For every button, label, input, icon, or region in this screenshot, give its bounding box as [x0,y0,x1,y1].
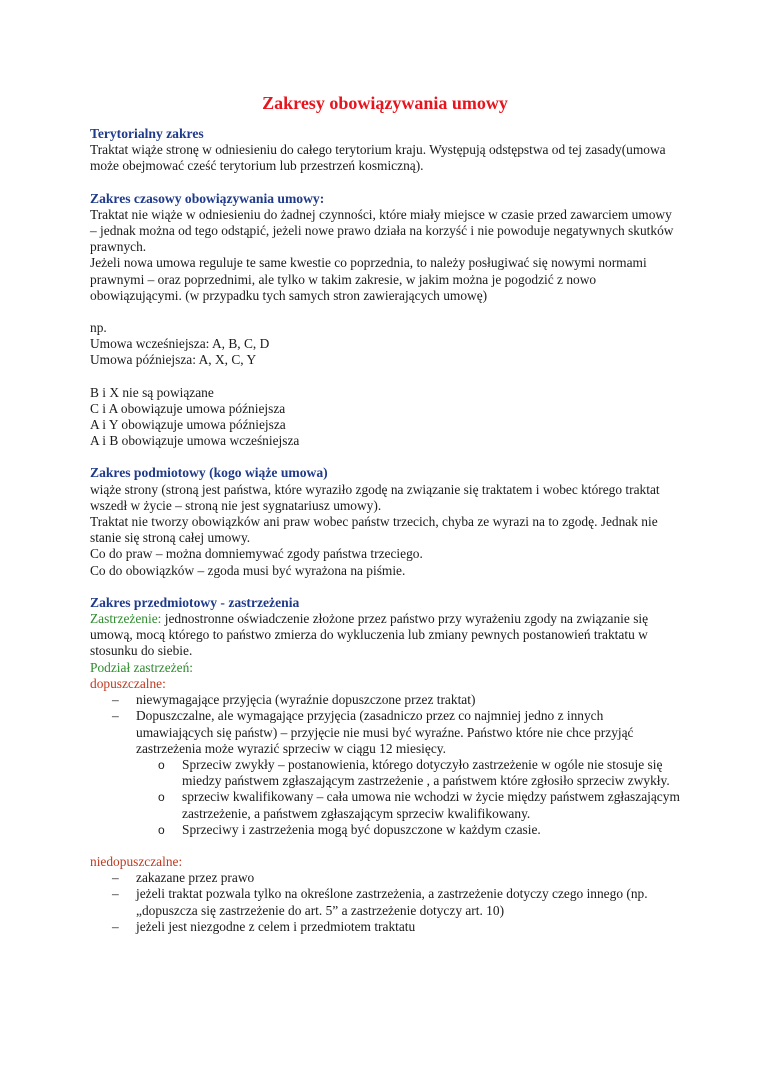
subjective-line: Co do obowiązków – zgoda musi być wyrażona na piśmie. [90,562,406,578]
territorial-section [90,126,680,175]
definition-text: jednostronne oświadczenie złożone przez państwo przy wyrażeniu zgody na związanie się umową, mocą którego to państwo zmierza do wykluczenia lub zmiany pewnych postanowień traktatu w stosunku do siebie. [90,611,649,659]
relation-line: B i X nie są powiązane [90,384,214,400]
temporal-section [90,191,680,450]
admissible-list [90,692,680,757]
list-item: o Sprzeciw zwykły – postanowienia, którego dotyczyło zastrzeżenie w ogóle nie stosuje się miedzy państwem zgłaszającym zastrzeżenie , a państwem które zgłosiło sprzeciw zwykły. [90,757,680,789]
temporal-paragraph: Traktat nie wiąże w odniesieniu do żadnej czynności, które miały miejsce w czasie przed zawarciem umowy – jednak można od tego odstąpić, jeżeli nowe prawo działa na korzyść i nie powoduje negatywnych skutków prawnych. [90,206,674,255]
list-item: – jeżeli traktat pozwala tylko na określone zastrzeżenia, a zastrzeżenie dotyczy czego innego (np. „dopuszcza się zastrzeżenie do art. 5” a zastrzeżenie dotyczy art. 10) [90,886,680,918]
objective-heading: Zakres przedmiotowy - zastrzeżenia [90,594,300,610]
list-item: o Sprzeciwy i zastrzeżenia mogą być dopuszczone w każdym czasie. [90,822,680,838]
list-item: – niewymagające przyjęcia (wyraźnie dopuszczone przez traktat) [90,692,680,708]
example-line: Umowa wcześniejsza: A, B, C, D [90,336,270,352]
inadmissible-label: niedopuszczalne: [90,853,183,869]
list-item: – Dopuszczalne, ale wymagające przyjęcia (zasadniczo przez co najmniej jedno z innych umawiających się państw) – przyjęcie nie musi być wyraźne. Państwo które nie chce przyjąć zastrzeżenia może wyrazić sprzeciw w ciągu 12 miesięcy. [90,708,680,757]
temporal-heading: Zakres czasowy obowiązywania umowy: [90,190,325,206]
example-line: Umowa późniejsza: A, X, C, Y [90,352,257,368]
list-item: – jeżeli jest niezgodne z celem i przedmiotem traktatu [90,919,680,935]
list-item: o sprzeciw kwalifikowany – cała umowa nie wchodzi w życie między państwem zgłaszającym zastrzeżenie, a państwem zgłaszającym sprzeciw kwalifikowany. [90,789,680,821]
relation-line: C i A obowiązuje umowa późniejsza [90,400,286,416]
inadmissible-list [90,870,680,935]
reservation-definition [90,611,680,660]
subjective-line: wiąże strony (stroną jest państwa, które wyraziło zgodę na związanie się traktatem i wobec którego traktat wszedł w życie – stroną nie jest sygnatariusz umowy). [90,481,660,513]
division-label: Podział zastrzeżeń: [90,659,193,675]
temporal-paragraph: Jeżeli nowa umowa reguluje te same kwestie co poprzednia, to należy posługiwać się nowymi normami prawnymi – oraz poprzednimi, ale tylko w takim zakresie, w jakim można je pogodzić z nowo obowiązującymi. (w przypadku tych samych stron zawierających umowę) [90,255,647,303]
page-title: Zakresy obowiązywania umowy [262,93,508,113]
objections-list [90,757,680,838]
list-item: – zakazane przez prawo [90,870,680,886]
territorial-text: Traktat wiąże stronę w odniesieniu do całego terytorium kraju. Występują odstępstwa od tej zasady(umowa może obejmować cześć terytorium lub przestrzeń kosmiczną). [90,142,666,174]
relation-line: A i B obowiązuje umowa wcześniejsza [90,433,300,449]
definition-label: Zastrzeżenie: [90,611,162,627]
subjective-section [90,465,680,578]
admissible-label: dopuszczalne: [90,675,166,691]
subjective-line: Co do praw – można domniemywać zgody państwa trzeciego. [90,546,423,562]
objective-section [90,595,680,935]
example-label: np. [90,320,107,336]
document-page [90,92,680,935]
subjective-line: Traktat nie tworzy obowiązków ani praw wobec państw trzecich, chyba ze wyrazi na to zgodę. Jednak nie stanie się stroną całej umowy. [90,514,658,546]
subjective-heading: Zakres podmiotowy (kogo wiąże umowa) [90,465,328,481]
relation-line: A i Y obowiązuje umowa późniejsza [90,417,286,433]
territorial-heading: Terytorialny zakres [90,126,204,141]
